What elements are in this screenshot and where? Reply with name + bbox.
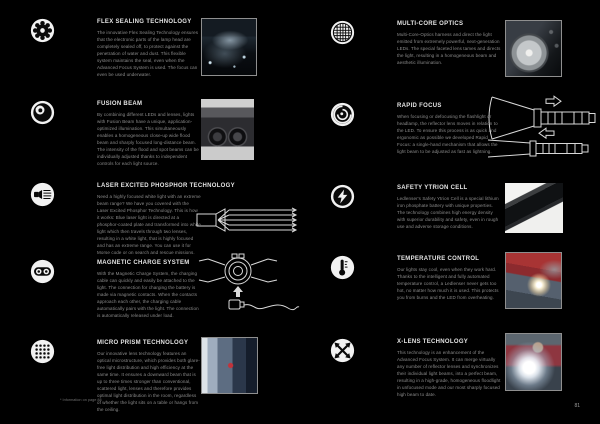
micro-prism-icon (30, 339, 55, 364)
flex-sealing-icon (30, 18, 55, 43)
temperature-control-photo (505, 252, 562, 309)
rapid-focus-diagram (488, 95, 600, 165)
section-title: MULTI-CORE OPTICS (397, 21, 464, 27)
section-flex-sealing (30, 18, 202, 78)
fusion-beam-icon (30, 100, 55, 125)
multi-core-optics-photo (505, 20, 562, 77)
laser-excited-phosphor-icon (30, 182, 55, 207)
section-title: X-LENS TECHNOLOGY (397, 339, 469, 345)
section-multi-core-optics (330, 20, 502, 66)
safety-ytrion-photo (505, 183, 563, 233)
footnote: * Information on page 88 (60, 398, 102, 402)
multi-core-optics-icon (330, 20, 355, 45)
section-micro-prism (30, 339, 202, 413)
section-title: TEMPERATURE CONTROL (397, 256, 480, 262)
x-lens-icon (330, 338, 355, 363)
section-body: This technology is an enhancement of the Advanced Focus System. It can merge virtually any number of reflector lenses and synchronizes their individual light beams, into a perfect beam, resulting in a high-grade, homogeneous floodlight in unfocused mode and our most sharply focused high beam to date. (397, 350, 501, 397)
section-title: RAPID FOCUS (397, 103, 442, 109)
magnetic-charge-diagram (196, 252, 301, 314)
section-body: Need a highly focused white light with an extreme beam range? We have you covered with the Laser Excited Phosphor Technology. This is how it works: Blue laser light is directed at a phosphor-coated plate and transformed into white light which then travels through two lenses, resulting in a white light, that is highly focused and has an extreme range. You can use it for Morse code or on search and rescue missions. (97, 194, 201, 255)
section-title: MICRO PRISM TECHNOLOGY (97, 340, 189, 346)
section-title: LASER EXCITED PHOSPHOR TECHNOLOGY (97, 183, 235, 189)
section-body: The innovative Flex Sealing Technology ensures that the electronic parts of the lamp head are completely sealed off, to protect against the penetration of water and dust. This flexible system maintains the seal, even when the Advanced Focus System is used. The focus can even be used underwater. (97, 30, 199, 77)
fusion-beam-photo (201, 99, 254, 160)
x-lens-photo (505, 333, 562, 391)
section-body: By combining different LEDs and lenses, lights with Fusion Beam have a unique, application-optimized illumination. This simultaneously enables a homogeneous close-up wide flood beam and sharply focused long-distance beam. The intensity of the flood and spot beams can be individually adjusted thanks to independent controls for each light source. (97, 112, 199, 166)
magnetic-charge-icon (30, 259, 55, 284)
laser-phosphor-beam-diagram (196, 203, 301, 237)
micro-prism-photo (201, 337, 258, 394)
rapid-focus-icon (330, 102, 355, 127)
safety-ytrion-icon (330, 184, 355, 209)
section-rapid-focus (330, 102, 502, 155)
section-title: FUSION BEAM (97, 101, 143, 107)
flex-sealing-photo (201, 18, 257, 76)
section-x-lens (330, 338, 502, 398)
section-safety-ytrion (330, 184, 502, 230)
section-body: When focusing or defocusing the flashlight or headlamp, the reflector lens moves in relation to the LED. To ensure this process is as quick and ergonomic as possible we developed Rapid Focus: a single-hand mechanism that allows the light beam to be adjusted as fast as lightning. (397, 114, 498, 154)
section-title: MAGNETIC CHARGE SYSTEM (97, 260, 190, 266)
section-body: Multi-Core-Optics harness and direct the light emitted from extremely powerful, next-generation LEDs. The special faceted lens tames and directs the light, resulting in a homogeneous beam and aesthetic illumination. (397, 32, 501, 65)
temperature-control-icon (330, 255, 355, 280)
section-magnetic-charge (30, 259, 202, 319)
section-body: Our lights stay cool, even when they work hard. Thanks to the intelligent and fully automated temperature control, a Ledlenser never gets too hot, no matter how much it is used. This protects you from burns and the LED from overheating. (397, 267, 499, 300)
section-temperature-control (330, 255, 502, 301)
section-body: Ledlenser's Safety Ytrion Cell is a special lithium iron phosphate battery with unique properties. The technology combines high energy density with superior durability and safety, even in rough use and adverse storage conditions. (397, 196, 499, 229)
section-body: With the Magnetic Charge System, the charging cable can quickly and easily be attached to the light. The connection for charging the battery is made via magnetic contacts. When the contacts approach each other, the charging cable automatically pairs with the light. The connection is automatically released under load. (97, 271, 199, 318)
section-title: SAFETY YTRION CELL (397, 185, 468, 191)
section-laser-phosphor (30, 182, 235, 256)
section-title: FLEX SEALING TECHNOLOGY (97, 19, 192, 25)
page-number: 81 (574, 403, 580, 409)
section-fusion-beam (30, 100, 202, 167)
section-body: Our innovative lens technology features an optical microstructure, which provides both glare-free light distribution and high efficiency at the same time. It ensures a downward beam that is up to three times stronger than conventional, scattered light, lenses and therefore provides optimal light distribution in the room, regardless of whether the light sits on a table or hangs from the ceiling. (97, 351, 200, 412)
